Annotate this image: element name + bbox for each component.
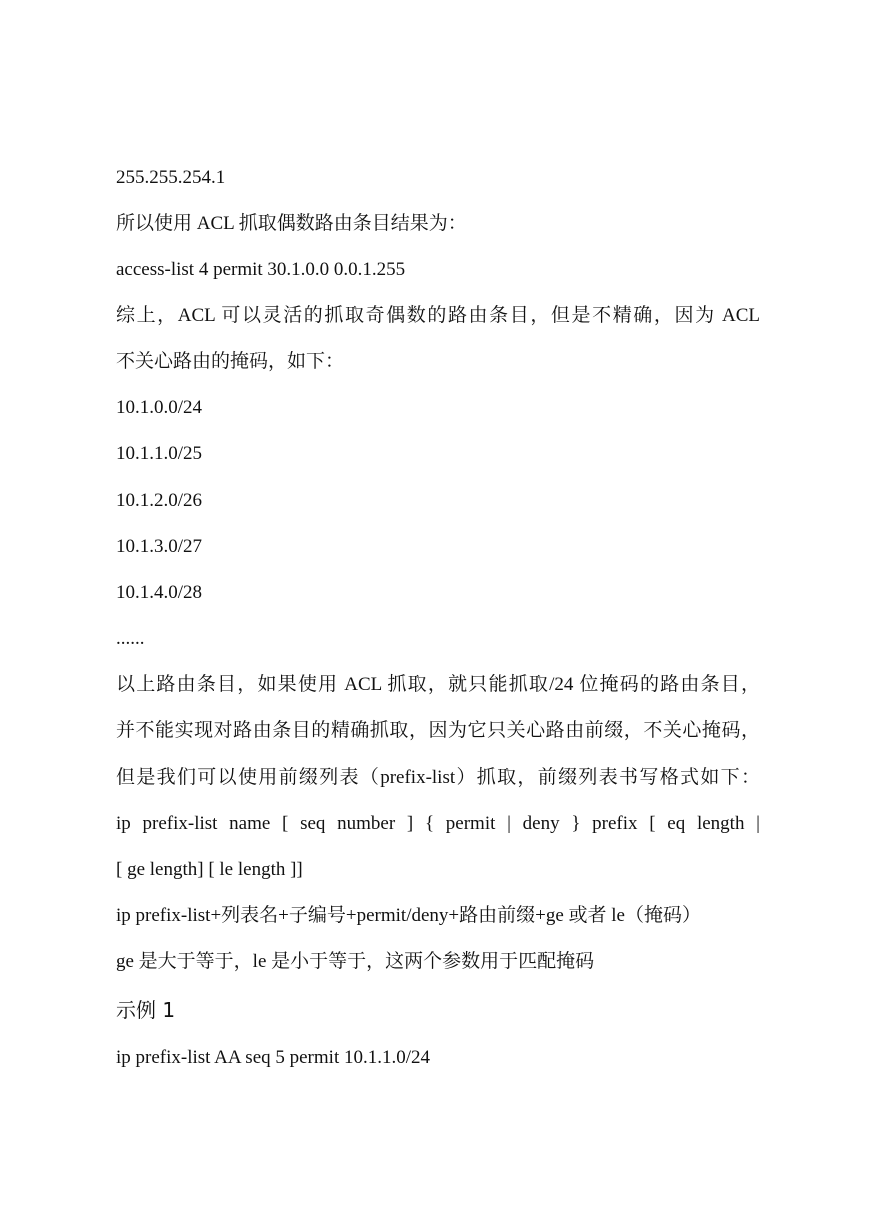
example-command-line: ip prefix-list AA seq 5 permit 10.1.1.0/24 (116, 1047, 431, 1068)
ge-le-explanation-line: ge 是大于等于，le 是小于等于，这两个参数用于匹配掩码 (116, 951, 595, 972)
prefix-list-syntax-line-1: ip prefix-list name [ seq number ] { permit | deny } prefix [ eq length | (116, 813, 760, 834)
text-line-1: 255.255.254.1 (116, 167, 226, 188)
acl-command-line: access-list 4 permit 30.1.0.0 0.0.1.255 (116, 259, 406, 280)
text-line-4: 综上，ACL 可以灵活的抓取奇偶数的路由条目，但是不精确，因为 ACL (116, 305, 760, 326)
example-heading: 示例 1 (116, 998, 176, 1022)
text-line-12: 以上路由条目，如果使用 ACL 抓取，就只能抓取/24 位掩码的路由条目， (116, 674, 760, 695)
route-entry-1: 10.1.0.0/24 (116, 397, 203, 418)
prefix-list-explanation-line: ip prefix-list+列表名+子编号+permit/deny+路由前缀+ge 或者 le（掩码） (116, 905, 701, 926)
route-entry-5: 10.1.4.0/28 (116, 582, 203, 603)
route-entry-2: 10.1.1.0/25 (116, 443, 203, 464)
route-entry-3: 10.1.2.0/26 (116, 490, 203, 511)
route-entry-4: 10.1.3.0/27 (116, 536, 203, 557)
text-line-2: 所以使用 ACL 抓取偶数路由条目结果为： (116, 213, 467, 234)
text-line-13: 并不能实现对路由条目的精确抓取，因为它只关心路由前缀，不关心掩码， (116, 720, 760, 741)
prefix-list-syntax-line-2: [ ge length] [ le length ]] (116, 859, 303, 880)
ellipsis-line: ...... (116, 628, 145, 649)
text-line-5: 不关心路由的掩码，如下： (116, 351, 345, 372)
text-line-14: 但是我们可以使用前缀列表（prefix-list）抓取，前缀列表书写格式如下： (116, 767, 760, 788)
